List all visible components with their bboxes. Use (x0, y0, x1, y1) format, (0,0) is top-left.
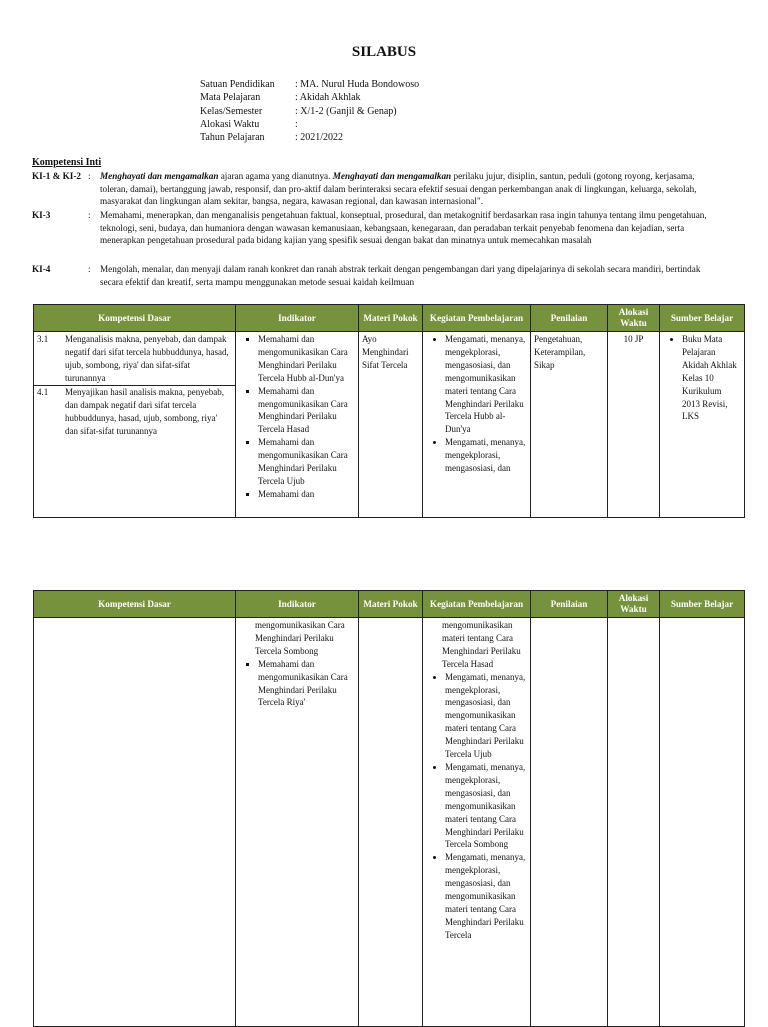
kd-number: 3.1 (37, 334, 49, 344)
identity-value: : MA. Nurul Huda Bondowoso (295, 79, 420, 90)
penilaian-cell: Pengetahuan, Keterampilan, Sikap (531, 332, 608, 518)
identity-label: Kelas/Semester (200, 105, 263, 117)
list-item: • Mengamati, menanya, mengekplorasi, mengasosiasi, dan (445, 436, 527, 475)
penilaian-cell (531, 618, 608, 1027)
list-item: ▪ Memahami dan mengomunikasikan Cara Menghindari Perilaku Tercela Hubb al-Dun'ya (258, 333, 355, 385)
indikator-cell (236, 332, 359, 518)
identity-block (200, 78, 419, 144)
col-header-kegiatan-pembelajaran: Kegiatan Pembelajaran (423, 305, 531, 332)
document-title: SILABUS (351, 44, 417, 60)
table-header-row (34, 305, 745, 332)
identity-value: : 2021/2022 (295, 132, 344, 144)
kegiatan-list (426, 671, 527, 942)
kegiatan-content (426, 619, 527, 1025)
col-header-sumber-belajar: Sumber Belajar (660, 591, 745, 618)
silabus-table (33, 304, 745, 518)
col-header-alokasi-waktu: Alokasi Waktu (608, 305, 660, 332)
identity-label: Alokasi Waktu (200, 118, 260, 130)
list-item: • Mengamati, menanya, mengekplorasi, mengasosiasi, dan mengomunikasikan materi tentang Cara Menghindari Perilaku Tercela Ujub (445, 671, 527, 761)
kegiatan-list (426, 333, 527, 475)
kd-item (37, 333, 232, 385)
indikator-cell (236, 618, 359, 1027)
ki-emphasis: Menghayati dan mengamalkan (100, 171, 219, 181)
identity-label: Mata Pelajaran (200, 92, 261, 104)
ki-code: KI-1 & KI-2 (32, 171, 81, 181)
ki-item (32, 263, 722, 288)
materi-pokok-cell: Ayo Menghindari Sifat Tercela (359, 332, 423, 518)
ki-item (32, 209, 722, 247)
kegiatan-cell (423, 618, 531, 1027)
kegiatan-cell (423, 332, 531, 518)
table-header-row (34, 591, 745, 618)
kd-text: Menyajikan hasil analisis makna, penyebab, dan dampak negatif dari sifat tercela hubbuddunya, hasad, ujub, sombong, riya' dan sifat-sifat turunannya (65, 387, 224, 436)
kompetensi-inti-heading: Kompetensi Inti (32, 157, 102, 168)
col-header-penilaian: Penilaian (531, 305, 608, 332)
kd-text: Menganalisis makna, penyebab, dan dampak negatif dari sifat tercela hubbuddunya, hasad, ujub, sombong, riya' dan sifat-sifat turunannya (65, 334, 229, 383)
identity-row (200, 105, 419, 118)
kd-number: 4.1 (37, 387, 49, 397)
identity-label: Satuan Pendidikan (200, 79, 275, 90)
identity-row (200, 131, 419, 144)
list-item: ▪ Memahami dan mengomunikasikan Cara Menghindari Perilaku Tercela Riya' (258, 658, 355, 710)
ki-emphasis: Menghayati dan mengamalkan (332, 171, 452, 181)
identity-value: : (295, 118, 298, 130)
sumber-belajar-cell (660, 618, 745, 1027)
alokasi-waktu-cell: 10 JP (608, 332, 660, 518)
list-item: • Mengamati, menanya, mengekplorasi, mengasosiasi, dan mengomunikasikan materi tentang Cara Menghindari Perilaku Tercela (445, 851, 527, 941)
ki-text: Mengolah, menalar, dan menyaji dalam ranah konkret dan ranah abstrak terkait dengan pengembangan dari yang dipelajarinya di sekolah secara mandiri, bertindak secara efektif dan kreatif, serta mampu menggunakan metode sesuai kaidah keilmuan (100, 264, 701, 287)
ki-text (100, 170, 722, 208)
table-row (34, 332, 745, 518)
ki-text: Memahami, menerapkan, dan menganalisis pengetahuan faktual, konseptual, prosedural, dan metakognitif berdasarkan rasa ingin tahunya tentang ilmu pengetahuan, teknologi, seni, budaya, dan humaniora dengan wawasan kemanusiaan, kebangsaan, kenegaraan, dan peradaban terkait penyebab fenomena dan kejadian, serta menerapkan pengetahuan prosedural pada bidang kajian yang spesifik sesuai dengan bakat dan minatnya untuk memecahkan masalah (100, 210, 707, 246)
kd-item (34, 385, 235, 438)
ki-text-part: perilaku jujur, disiplin, santun, peduli (gotong royong, kerjasama, toleran, damai), bertanggung jawab, responsif, dan pro-aktif dalam berinteraksi secara efektif sesuai dengan perkembangan anak di lingkungan, keluarga, sekolah, masyarakat dan lingkungan alam sekitar, bangsa, negara, kawasan regional, dan kawasan internasional". (100, 171, 697, 207)
col-header-sumber-belajar: Sumber Belajar (660, 305, 745, 332)
col-header-materi-pokok: Materi Pokok (359, 305, 423, 332)
ki-colon: : (88, 210, 91, 220)
col-header-kegiatan-pembelajaran: Kegiatan Pembelajaran (423, 591, 531, 618)
ki-colon: : (88, 264, 91, 274)
list-item: • Buku Mata Pelajaran Akidah Akhlak Kelas 10 Kurikulum 2013 Revisi, LKS (682, 333, 741, 423)
kompetensi-dasar-cell (34, 332, 236, 518)
col-header-penilaian: Penilaian (531, 591, 608, 618)
list-item: ▪ Memahami dan mengomunikasikan Cara Menghindari Perilaku Tercela Ujub (258, 436, 355, 488)
list-item: • Mengamati, menanya, mengekplorasi, mengasosiasi, dan mengomunikasikan materi tentang Cara Menghindari Perilaku Tercela Hubb al-Dun'ya (445, 333, 527, 436)
ki-text-part: ajaran agama yang dianutnya. (218, 171, 333, 181)
identity-value: : Akidah Akhlak (295, 92, 361, 104)
identity-label: Tahun Pelajaran (200, 132, 265, 144)
materi-pokok-cell (359, 618, 423, 1027)
identity-row (200, 91, 419, 104)
table-row (34, 618, 745, 1027)
list-item: ▪ Memahami dan (258, 488, 355, 501)
kompetensi-dasar-cell (34, 618, 236, 1027)
col-header-indikator: Indikator (236, 305, 359, 332)
list-item: ▪ Memahami dan mengomunikasikan Cara Menghindari Perilaku Tercela Hasad (258, 385, 355, 437)
alokasi-waktu-cell (608, 618, 660, 1027)
sumber-list (663, 333, 741, 423)
ki-colon: : (88, 171, 91, 181)
col-header-materi-pokok: Materi Pokok (359, 591, 423, 618)
ki-code: KI-3 (32, 210, 51, 220)
identity-value: : X/1-2 (Ganjil & Genap) (295, 105, 397, 117)
kegiatan-continued: mengomunikasikan materi tentang Cara Menghindari Perilaku Tercela Hasad (442, 620, 521, 669)
indikator-list (239, 333, 355, 501)
list-item: • Mengamati, menanya, mengekplorasi, mengasosiasi, dan mengomunikasikan materi tentang Cara Menghindari Perilaku Tercela Sombong (445, 761, 527, 851)
sumber-belajar-cell (660, 332, 745, 518)
identity-row (200, 78, 419, 91)
indikator-list (239, 658, 355, 710)
identity-row (200, 118, 419, 131)
silabus-table-continued (33, 590, 745, 1027)
col-header-kompetensi-dasar: Kompetensi Dasar (34, 305, 236, 332)
ki-code: KI-4 (32, 264, 51, 274)
col-header-alokasi-waktu: Alokasi Waktu (608, 591, 660, 618)
col-header-kompetensi-dasar: Kompetensi Dasar (34, 591, 236, 618)
ki-item (32, 170, 722, 208)
indikator-continued: mengomunikasikan Cara Menghindari Perilaku Tercela Sombong (255, 620, 345, 656)
col-header-indikator: Indikator (236, 591, 359, 618)
